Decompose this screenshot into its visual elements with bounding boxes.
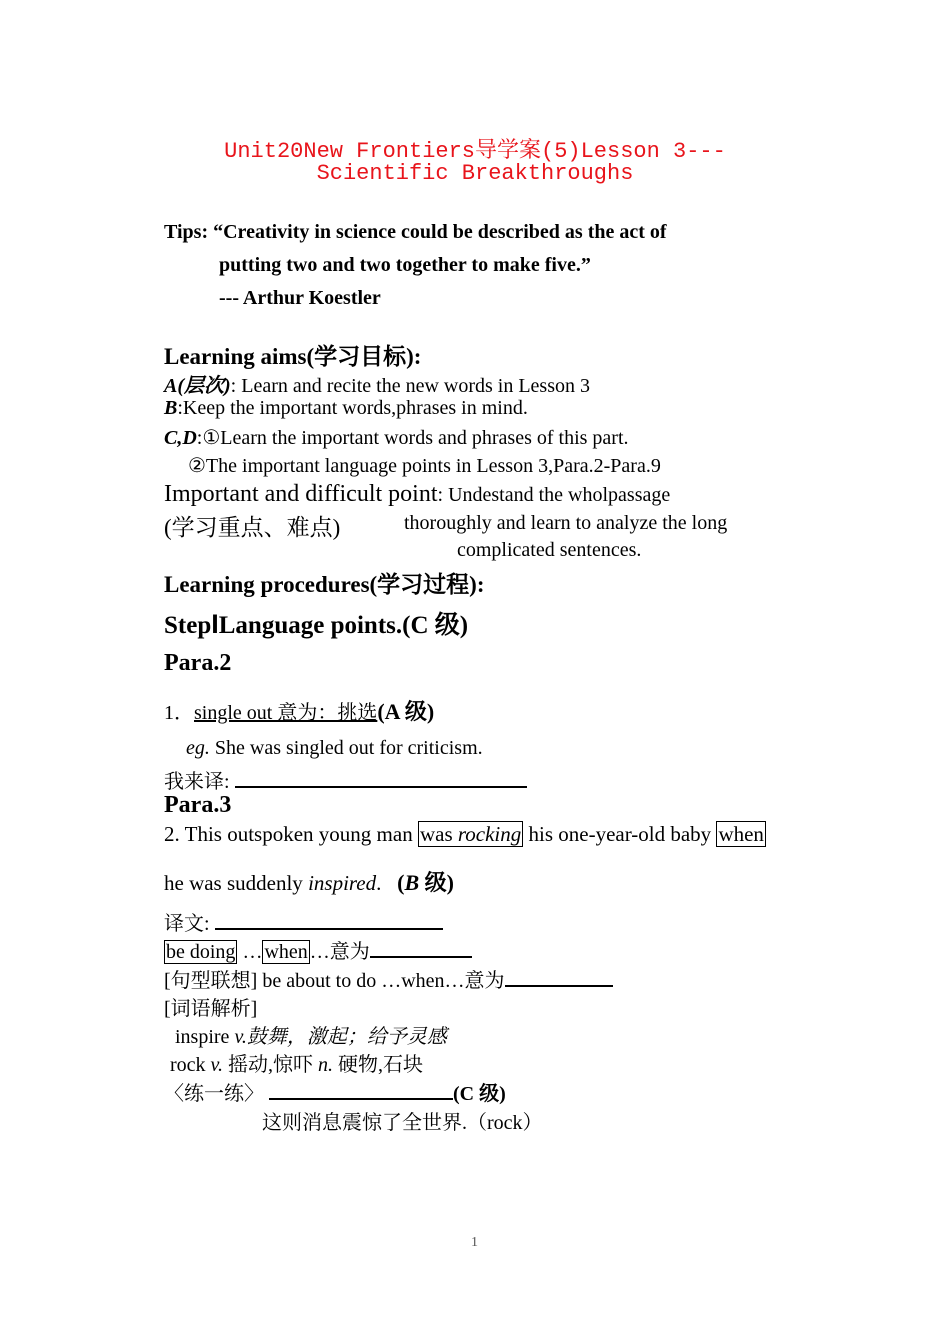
aim-a-text: : Learn and recite the new words in Lesson 3 <box>230 375 590 397</box>
pattern-mid: … <box>237 941 263 963</box>
step-numeral: I <box>211 609 219 639</box>
inspire-entry <box>175 1020 447 1049</box>
aim-cd-text-2: ②The important language points in Lesson 3,Para.2-Para.9 <box>188 455 661 477</box>
inspired-text: inspired <box>308 871 377 895</box>
tips-line1 <box>164 221 667 244</box>
analysis-label: [词语解析] <box>164 998 258 1020</box>
sentence-2-mid: his one-year-old baby <box>523 822 717 846</box>
title-line2: Scientific Breakthroughs <box>316 161 634 186</box>
aim-cd-label: C,D <box>164 427 197 449</box>
aim-b-text: :Keep the important words,phrases in mind. <box>177 397 528 419</box>
aim-a <box>164 369 590 398</box>
sentence-2-pre: 2. This outspoken young man <box>164 822 418 846</box>
key-points-heading: Important and difficult point <box>164 481 438 507</box>
key-points-text2: thoroughly and learn to analyze the long <box>404 512 728 534</box>
translation-blank-2[interactable] <box>215 910 443 930</box>
rock-def-1: 摇动,惊吓 <box>222 1054 318 1076</box>
practice-prompt: 这则消息震惊了全世界.（rock） <box>262 1112 543 1134</box>
practice-level: (C 级) <box>453 1083 506 1105</box>
be-doing-box: be doing <box>166 941 236 963</box>
association-label: [句型联想] <box>164 970 258 992</box>
was-rocking-box <box>418 821 523 847</box>
procedures-heading: Learning procedures(学习过程): <box>164 572 485 597</box>
tips-quote-2: putting two and two together to make five.” <box>219 254 591 276</box>
page-number: 1 <box>471 1235 478 1250</box>
key-points-heading-cn: (学习重点、难点) <box>164 515 341 540</box>
key-points-text3: complicated sentences. <box>457 539 642 561</box>
level-open: ( <box>397 870 405 895</box>
tips-label: Tips: <box>164 221 209 243</box>
rock-def-2: 硬物,石块 <box>332 1054 423 1076</box>
aim-b-label: B <box>164 397 178 419</box>
sentence-2-period: . <box>376 871 382 895</box>
step-heading <box>164 605 468 641</box>
key-points-text1: : Undestand the wholpassage <box>437 484 671 506</box>
key-points-line1 <box>164 481 670 508</box>
association-line <box>164 964 613 993</box>
example-label: eg. <box>186 737 210 759</box>
rocking-text: rocking <box>457 822 522 846</box>
level-close: 级) <box>419 870 454 895</box>
pattern-line <box>164 935 472 964</box>
step-rest: Language points.(C 级) <box>218 612 469 639</box>
tips-quote-1: “Creativity in science could be described as the act of <box>213 221 667 243</box>
item-1-phrase: single out 意为：挑选 <box>194 702 378 724</box>
sentence-2-pre2: he was suddenly <box>164 871 309 895</box>
example-sentence <box>186 737 483 760</box>
translation-blank-1[interactable] <box>235 768 527 788</box>
practice-line <box>164 1077 506 1106</box>
rock-pos-2: n. <box>317 1054 333 1076</box>
inspire-def: 鼓舞，激起；给予灵感 <box>246 1026 447 1048</box>
translate-label-2: 译文: <box>164 913 210 935</box>
level-b: B <box>404 870 420 895</box>
item-1-number: 1． <box>164 702 194 724</box>
step-prefix: Step <box>164 612 212 639</box>
aims-heading: Learning aims(学习目标): <box>164 344 422 369</box>
translate-line-1 <box>164 765 527 794</box>
sentence-2-line2 <box>164 866 454 897</box>
aim-cd-text: :①Learn the important words and phrases of this part. <box>196 427 629 449</box>
pattern-blank[interactable] <box>370 938 472 958</box>
translate-line-2 <box>164 907 443 936</box>
association-blank[interactable] <box>505 967 613 987</box>
tips-author: --- Arthur Koestler <box>219 287 381 309</box>
when-box-2: when <box>264 941 308 963</box>
item-1 <box>164 695 434 726</box>
pattern-end: …意为 <box>309 941 370 963</box>
practice-label: 〈练一练〉 <box>164 1083 264 1105</box>
sentence-2-line1 <box>164 822 766 847</box>
title-line1: Unit20New Frontiers导学案(5)Lesson 3--- <box>224 139 726 164</box>
translate-label-1: 我来译: <box>164 771 230 793</box>
aim-a-label: A(层次) <box>164 375 231 397</box>
rock-entry <box>170 1048 423 1077</box>
rock-pos-1: v. <box>210 1054 223 1076</box>
sentence-2-level <box>397 870 454 895</box>
item-1-level: (A 级) <box>377 699 435 724</box>
practice-blank[interactable] <box>269 1080 453 1100</box>
aim-b <box>164 397 528 420</box>
rock-word: rock <box>170 1054 211 1076</box>
when-box: when <box>718 822 764 846</box>
association-text: be about to do …when…意为 <box>257 970 505 992</box>
was-text: was <box>419 822 458 846</box>
example-text: She was singled out for criticism. <box>209 737 483 759</box>
inspire-word: inspire <box>175 1026 235 1048</box>
inspire-pos: v. <box>234 1026 247 1048</box>
para3-heading: Para.3 <box>164 792 232 818</box>
aim-cd <box>164 425 629 450</box>
para2-heading: Para.2 <box>164 650 232 676</box>
